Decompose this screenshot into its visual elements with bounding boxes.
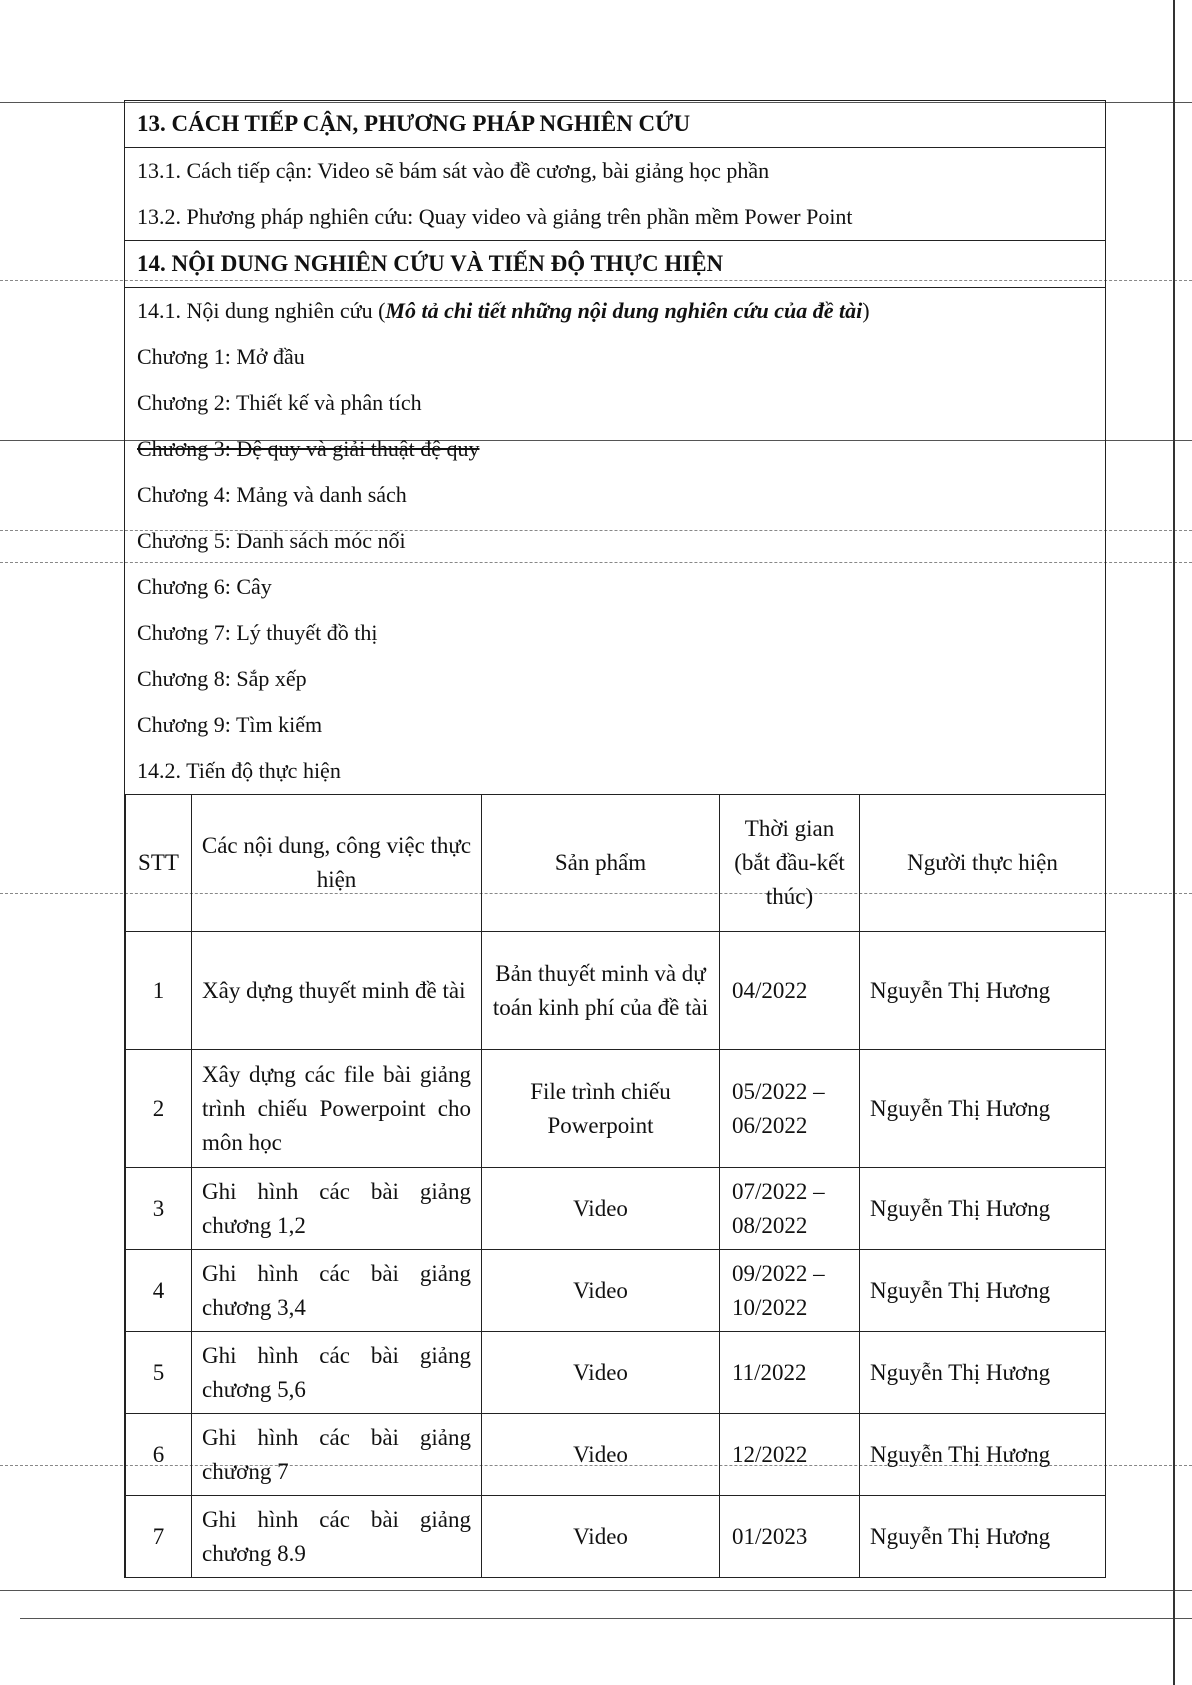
cell-person: Nguyễn Thị Hương: [860, 1414, 1106, 1496]
cell-time: 04/2022: [720, 932, 860, 1050]
cell-product: Bản thuyết minh và dự toán kinh phí của đề tài: [482, 932, 720, 1050]
cell-product: Video: [482, 1168, 720, 1250]
cell-stt: 1: [126, 932, 192, 1050]
cell-task: Ghi hình các bài giảng chương 8.9: [192, 1496, 482, 1578]
cell-task: Xây dựng thuyết minh đề tài: [192, 932, 482, 1050]
cell-person: Nguyễn Thị Hương: [860, 1250, 1106, 1332]
schedule-table: [125, 794, 1106, 1578]
cell-person: Nguyễn Thị Hương: [860, 1332, 1106, 1414]
scan-line: [20, 1618, 1192, 1619]
table-row: [126, 1414, 1106, 1496]
chapter-item: Chương 5: Danh sách móc nối: [137, 528, 406, 553]
cell-task: Ghi hình các bài giảng chương 1,2: [192, 1168, 482, 1250]
chapter-item: Chương 6: Cây: [137, 574, 272, 599]
table-row: [126, 1050, 1106, 1168]
cell-time: 11/2022: [720, 1332, 860, 1414]
cell-task: Ghi hình các bài giảng chương 5,6: [192, 1332, 482, 1414]
chapter-item: Chương 1: Mở đầu: [137, 344, 305, 369]
cell-stt: 7: [126, 1496, 192, 1578]
content-note: Mô tả chi tiết những nội dung nghiên cứu của đề tài: [385, 298, 863, 323]
chapter-item: Chương 7: Lý thuyết đồ thị: [137, 620, 378, 645]
cell-time: 12/2022: [720, 1414, 860, 1496]
document-frame: [124, 100, 1106, 1578]
cell-stt: 5: [126, 1332, 192, 1414]
cell-time: 07/2022 – 08/2022: [720, 1168, 860, 1250]
cell-time: 05/2022 – 06/2022: [720, 1050, 860, 1168]
cell-product: Video: [482, 1496, 720, 1578]
cell-task: Ghi hình các bài giảng chương 3,4: [192, 1250, 482, 1332]
cell-person: Nguyễn Thị Hương: [860, 1168, 1106, 1250]
method-text: 13.2. Phương pháp nghiên cứu: Quay video và giảng trên phần mềm Power Point: [137, 204, 853, 229]
cell-person: Nguyễn Thị Hương: [860, 1496, 1106, 1578]
cell-stt: 4: [126, 1250, 192, 1332]
content-close: ): [862, 298, 870, 323]
cell-time: 01/2023: [720, 1496, 860, 1578]
table-row: [126, 1496, 1106, 1578]
approach-text: 13.1. Cách tiếp cận: Video sẽ bám sát vào đề cương, bài giảng học phần: [137, 158, 770, 183]
table-row: [126, 1168, 1106, 1250]
cell-stt: 3: [126, 1168, 192, 1250]
content-label: [125, 288, 1105, 334]
chapter-item: Chương 4: Mảng và danh sách: [137, 482, 407, 507]
header-person: Người thực hiện: [860, 795, 1106, 932]
cell-person: Nguyễn Thị Hương: [860, 932, 1106, 1050]
chapter-item: Chương 9: Tìm kiếm: [137, 712, 323, 737]
header-product: Sản phẩm: [482, 795, 720, 932]
table-row: [126, 932, 1106, 1050]
table-row: [126, 1250, 1106, 1332]
progress-label: 14.2. Tiến độ thực hiện: [137, 758, 341, 783]
table-row: [126, 1332, 1106, 1414]
scan-line: [0, 1590, 1192, 1591]
cell-product: File trình chiếu Powerpoint: [482, 1050, 720, 1168]
cell-task: Ghi hình các bài giảng chương 7: [192, 1414, 482, 1496]
cell-stt: 2: [126, 1050, 192, 1168]
cell-stt: 6: [126, 1414, 192, 1496]
cell-product: Video: [482, 1414, 720, 1496]
chapter-item: Chương 8: Sắp xếp: [137, 666, 307, 691]
chapter-item: Chương 2: Thiết kế và phân tích: [137, 390, 422, 415]
cell-product: Video: [482, 1332, 720, 1414]
content-label-text: 14.1. Nội dung nghiên cứu (: [137, 298, 386, 323]
header-stt: STT: [126, 795, 192, 932]
chapter-item: Chương 3: Đệ quy và giải thuật đệ quy: [137, 436, 480, 461]
chapter-list: [125, 334, 1105, 748]
scan-edge-line: [1173, 0, 1175, 1685]
table-header-row: [126, 795, 1106, 932]
header-task: Các nội dung, công việc thực hiện: [192, 795, 482, 932]
section-13-heading: 13. CÁCH TIẾP CẬN, PHƯƠNG PHÁP NGHIÊN CỨU: [125, 101, 1105, 148]
header-time: Thời gian (bắt đầu-kết thúc): [720, 795, 860, 932]
cell-product: Video: [482, 1250, 720, 1332]
cell-task: Xây dựng các file bài giảng trình chiếu Powerpoint cho môn học: [192, 1050, 482, 1168]
cell-time: 09/2022 – 10/2022: [720, 1250, 860, 1332]
section-14-heading: 14. NỘI DUNG NGHIÊN CỨU VÀ TIẾN ĐỘ THỰC HIỆN: [125, 240, 1105, 288]
cell-person: Nguyễn Thị Hương: [860, 1050, 1106, 1168]
